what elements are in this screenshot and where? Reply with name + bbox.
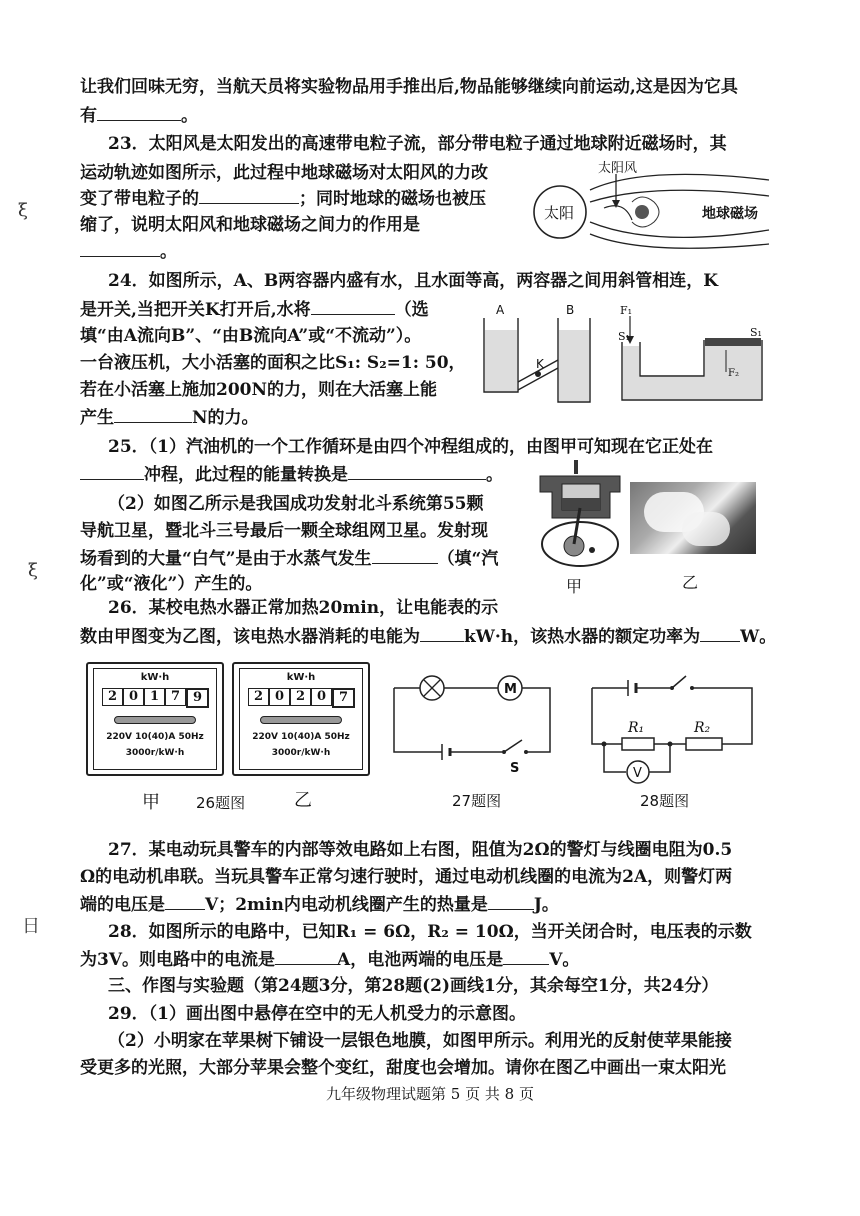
- text-line: 缩了，说明太阳风和地球磁场之间力的作用是: [80, 215, 420, 235]
- svg-text:F₂: F₂: [728, 368, 739, 379]
- answer-blank[interactable]: [80, 463, 144, 480]
- text-line: 冲程，此过程的能量转换是 。: [80, 463, 503, 486]
- switch-icon: [672, 676, 686, 688]
- text-line: （2）小明家在苹果树下铺设一层银色地膜，如图甲所示。利用光的反射使苹果能接: [108, 1031, 732, 1051]
- meter-digits: [248, 688, 355, 708]
- svg-text:M: M: [504, 682, 517, 697]
- earth-icon: [635, 205, 649, 219]
- question-29: 29．（1）画出图中悬停在空中的无人机受力的示意图。: [108, 1004, 526, 1024]
- switch-icon: [504, 740, 522, 752]
- solar-wind-label: 太阳风: [598, 161, 638, 176]
- svg-text:S: S: [510, 761, 520, 776]
- meter-disc-icon: [260, 716, 342, 724]
- launch-photo: [630, 482, 756, 554]
- meter-label-jia: 甲: [142, 792, 160, 813]
- text-line: 产生 N的力。: [80, 408, 259, 428]
- text-line: 变了带电粒子的 ；同时地球的磁场也被压: [80, 189, 486, 209]
- svg-text:V: V: [633, 766, 642, 781]
- answer-blank[interactable]: [700, 625, 740, 642]
- text-line: 若在小活塞上施加200N的力，则在大活塞上能: [80, 380, 438, 400]
- meter-digit: 7: [332, 688, 355, 708]
- answer-blank[interactable]: [348, 463, 486, 480]
- question-24: 24．如图所示，A、B两容器内盛有水，且水面等高，两容器之间用斜管相连，K: [108, 271, 718, 291]
- text-line: 为3V。则电路中的电流是 A，电池两端的电压是 V。: [80, 950, 580, 970]
- text-line: 场看到的大量“白气”是由于水蒸气发生 （填“汽: [80, 549, 499, 569]
- question-28: 28．如图所示的电路中，已知R₁ = 6Ω，R₂ = 10Ω，当开关闭合时，电压表的示数: [108, 922, 752, 942]
- text-line: 有 。: [80, 106, 198, 126]
- meter-unit: kW·h: [286, 672, 316, 683]
- fig25-label-jia: 甲: [566, 577, 583, 596]
- text-line: Ω的电动机串联。当玩具警车正常匀速行驶时，通过电动机线圈的电流为2A，则警灯两: [80, 867, 733, 887]
- question-27: 27．某电动玩具警车的内部等效电路如上右图，阻值为2Ω的警灯与线圈电阻为0.5: [108, 840, 733, 860]
- answer-blank[interactable]: [80, 240, 160, 257]
- field-label: 地球磁场: [702, 206, 758, 222]
- answer-blank[interactable]: [503, 948, 549, 965]
- question-25: 25．（1）汽油机的一个工作循环是由四个冲程组成的，由图甲可知现在它正处在: [108, 437, 713, 457]
- answer-blank[interactable]: [97, 104, 181, 121]
- switch-k-icon: [535, 371, 541, 377]
- text-line: （2）如图乙所示是我国成功发射北斗系统第55颗: [108, 494, 484, 514]
- svg-text:F₁: F₁: [620, 304, 633, 317]
- margin-mark: ξ: [28, 560, 38, 581]
- answer-blank[interactable]: [199, 187, 299, 204]
- answer-blank[interactable]: [165, 893, 205, 910]
- caption-26: 26题图: [196, 794, 246, 812]
- meter-disc-icon: [114, 716, 196, 724]
- section-heading: 三、作图与实验题（第24题3分，第28题(2)画线1分，其余每空1分，共24分）: [108, 976, 719, 996]
- svg-text:B: B: [566, 303, 575, 317]
- answer-blank[interactable]: [420, 625, 464, 642]
- meter-digits: [102, 688, 209, 708]
- margin-mark: 日: [22, 916, 40, 937]
- answer-blank[interactable]: [372, 547, 438, 564]
- meter-digit: 2: [102, 688, 123, 706]
- meter-digit: 0: [123, 688, 144, 706]
- text-line: 。: [80, 240, 177, 263]
- caption-27: 27题图: [452, 792, 502, 810]
- meter-digit: 2: [290, 688, 311, 706]
- text-line: 数由甲图变为乙图，该电热水器消耗的电能为 kW·h，该热水器的额定功率为 W。: [80, 627, 777, 647]
- meter-digit: 7: [165, 688, 186, 706]
- meter-digit: 0: [311, 688, 332, 706]
- meter-yi: kW·h 2 0 2 0 7 220V 10(40)A 50Hz 3000r/kW·h: [232, 662, 370, 776]
- figure-24-hydraulic-press: [616, 300, 766, 405]
- text-line: 运动轨迹如图所示，此过程中地球磁场对太阳风的力改: [80, 163, 488, 183]
- figure-23-solar-wind: [524, 160, 774, 255]
- resistor-r2: [686, 738, 722, 750]
- text-line: 让我们回味无穷，当航天员将实验物品用手推出后,物品能够继续向前运动,这是因为它具: [80, 77, 738, 97]
- svg-text:R₁: R₁: [628, 720, 645, 736]
- meter-label-yi: 乙: [294, 790, 312, 811]
- figure-25-engine: [532, 458, 630, 576]
- figure-28-circuit: [582, 668, 762, 786]
- text-line: 导航卫星，暨北斗三号最后一颗全球组网卫星。发射现: [80, 521, 488, 541]
- page-footer: 九年级物理试题第 5 页 共 8 页: [326, 1085, 534, 1103]
- answer-blank[interactable]: [275, 948, 337, 965]
- meter-jia: kW·h 2 0 1 7 9 220V 10(40)A 50Hz 3000r/kW·h: [86, 662, 224, 776]
- caption-28: 28题图: [640, 792, 690, 810]
- text-line: 化”或“液化”）产生的。: [80, 574, 263, 594]
- sun-label: 太阳: [544, 204, 575, 222]
- figure-24-connected-containers: [478, 302, 598, 407]
- text-line: 是开关,当把开关K打开后,水将 （选: [80, 300, 429, 320]
- text-line: 填“由A流向B”、“由B流向A”或“不流动”）。: [80, 326, 422, 346]
- resistor-r1: [622, 738, 654, 750]
- question-26: 26．某校电热水器正常加热20min，让电能表的示: [108, 598, 499, 618]
- svg-text:A: A: [496, 303, 505, 317]
- answer-blank[interactable]: [311, 298, 395, 315]
- text-line: 一台液压机，大小活塞的面积之比S₁: S₂=1: 50，: [80, 353, 466, 373]
- figure-27-circuit: [386, 670, 558, 776]
- meter-digit: 1: [144, 688, 165, 706]
- answer-blank[interactable]: [488, 893, 534, 910]
- meter-digit: 0: [269, 688, 290, 706]
- text-line: 受更多的光照，大部分苹果会整个变红，甜度也会增加。请你在图乙中画出一束太阳光: [80, 1058, 726, 1078]
- meter-digit: 9: [186, 688, 209, 708]
- text-line: 端的电压是 V；2min内电动机线圈产生的热量是 J。: [80, 895, 559, 915]
- fig25-label-yi: 乙: [682, 573, 699, 592]
- svg-text:S₁: S₁: [750, 326, 762, 339]
- margin-mark: ξ: [18, 200, 28, 221]
- svg-text:S₁: S₁: [618, 330, 630, 343]
- answer-blank[interactable]: [114, 406, 192, 423]
- meter-unit: kW·h: [140, 672, 170, 683]
- question-23: 23．太阳风是太阳发出的高速带电粒子流，部分带电粒子通过地球附近磁场时，其: [108, 134, 727, 154]
- svg-text:R₂: R₂: [694, 720, 711, 736]
- meter-digit: 2: [248, 688, 269, 706]
- svg-text:K: K: [536, 357, 544, 371]
